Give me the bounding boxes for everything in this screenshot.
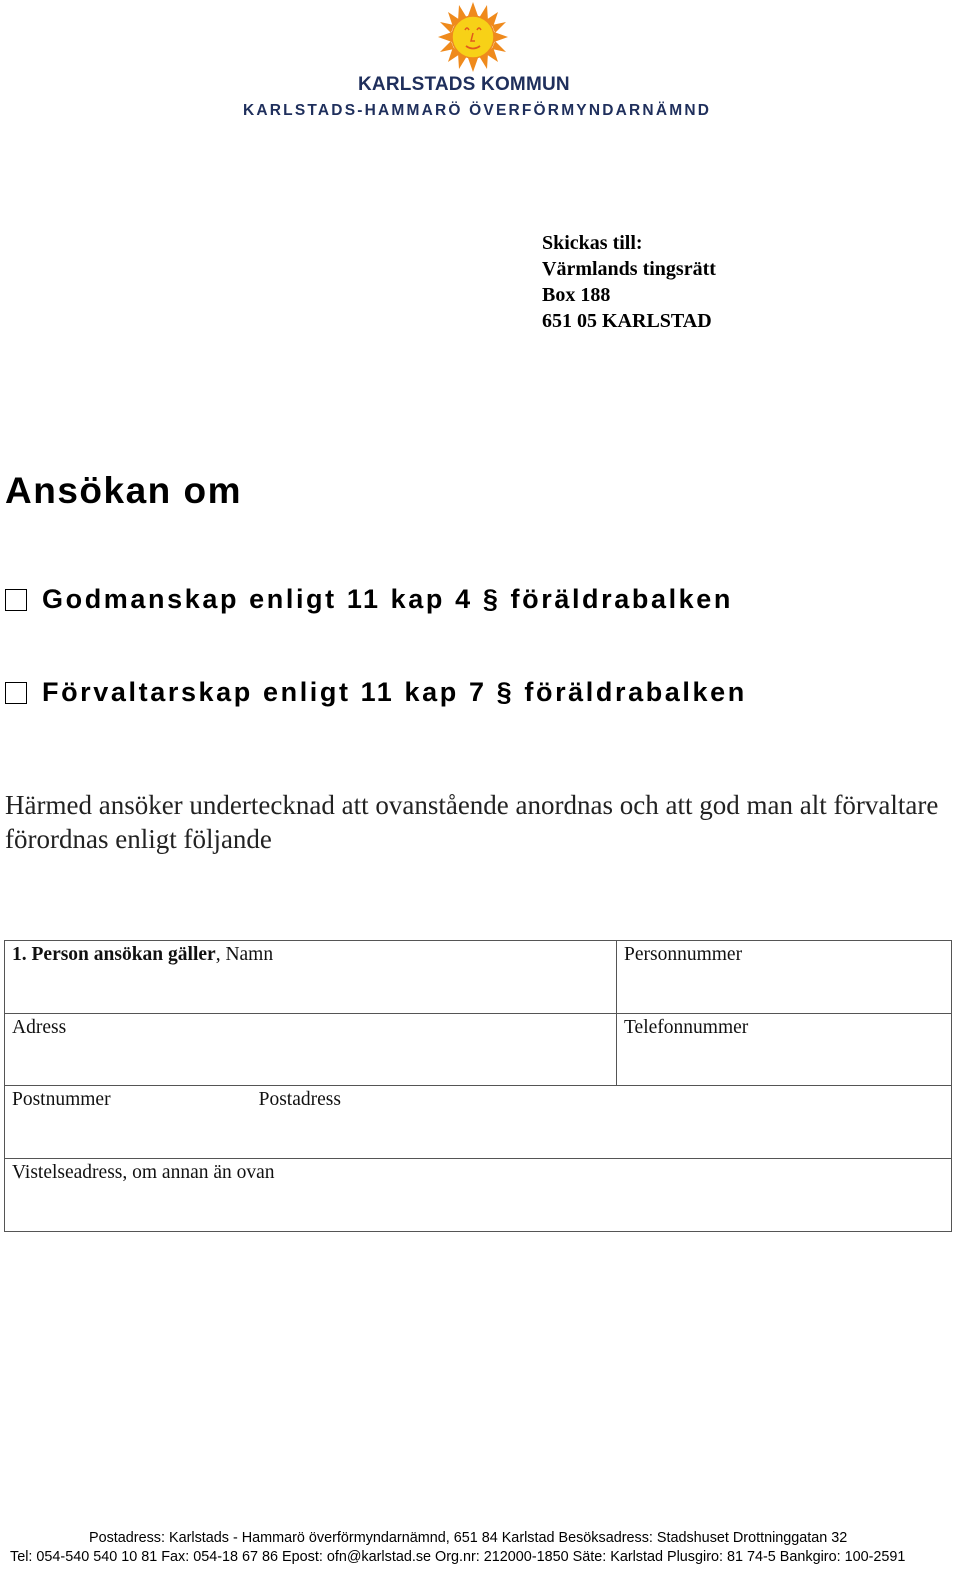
name-field[interactable]	[5, 941, 617, 1013]
person-form	[4, 940, 952, 1232]
send-to-label: Skickas till:	[542, 232, 643, 254]
option-godmanskap-label: Godmanskap enligt 11 kap 4 § föräldrabalken	[42, 584, 734, 614]
section-label: 1. Person ansökan gäller	[12, 944, 216, 965]
vistelseadress-label: Vistelseadress, om annan än ovan	[12, 1161, 275, 1183]
adress-field[interactable]	[5, 1014, 617, 1086]
form-row-address	[5, 1014, 951, 1087]
form-row-postal	[5, 1086, 951, 1159]
personnummer-label: Personnummer	[624, 944, 743, 965]
sun-logo-icon	[436, 2, 510, 72]
footer-line-1: Postadress: Karlstads - Hammarö överförmyndarnämnd, 651 84 Karlstad Besöksadress: Stadshuset Drottninggatan 32	[89, 1530, 848, 1546]
intro-text: Härmed ansöker undertecknad att ovanstående anordnas och att god man alt förvaltare förordnas enligt följande	[5, 790, 939, 854]
form-row-name	[5, 941, 951, 1014]
send-to-city: 651 05 KARLSTAD	[542, 310, 712, 332]
org-subtitle: KARLSTADS-HAMMARÖ ÖVERFÖRMYNDARNÄMND	[243, 102, 712, 119]
send-to-name: Värmlands tingsrätt	[542, 258, 716, 280]
send-to-box: Box 188	[542, 284, 611, 306]
org-name: KARLSTADS KOMMUN	[358, 74, 570, 95]
checkbox-godmanskap[interactable]	[5, 589, 27, 611]
postadress-label: Postadress	[258, 1089, 341, 1110]
telefonnummer-label: Telefonnummer	[624, 1016, 749, 1038]
adress-label: Adress	[12, 1016, 67, 1038]
send-to-block	[542, 230, 716, 334]
option-godmanskap[interactable]	[5, 584, 733, 615]
telefonnummer-field[interactable]	[617, 1014, 951, 1086]
footer-line-2: Tel: 054-540 540 10 81 Fax: 054-18 67 86 Epost: ofn@karlstad.se Org.nr: 212000-1850 Säte: Karlstad Plusgiro: 81 74-5 Bankgiro: 100-2591	[10, 1549, 906, 1565]
name-label: , Namn	[215, 944, 274, 965]
checkbox-forvaltarskap[interactable]	[5, 682, 27, 704]
vistelseadress-field[interactable]	[5, 1159, 951, 1232]
personnummer-field[interactable]	[617, 941, 951, 1013]
postnummer-label: Postnummer	[12, 1089, 111, 1110]
option-forvaltarskap[interactable]	[5, 677, 747, 708]
form-row-vistelse	[5, 1159, 951, 1232]
page-title: Ansökan om	[5, 470, 243, 511]
postal-field[interactable]	[5, 1086, 951, 1158]
option-forvaltarskap-label: Förvaltarskap enligt 11 kap 7 § föräldrabalken	[42, 677, 747, 707]
